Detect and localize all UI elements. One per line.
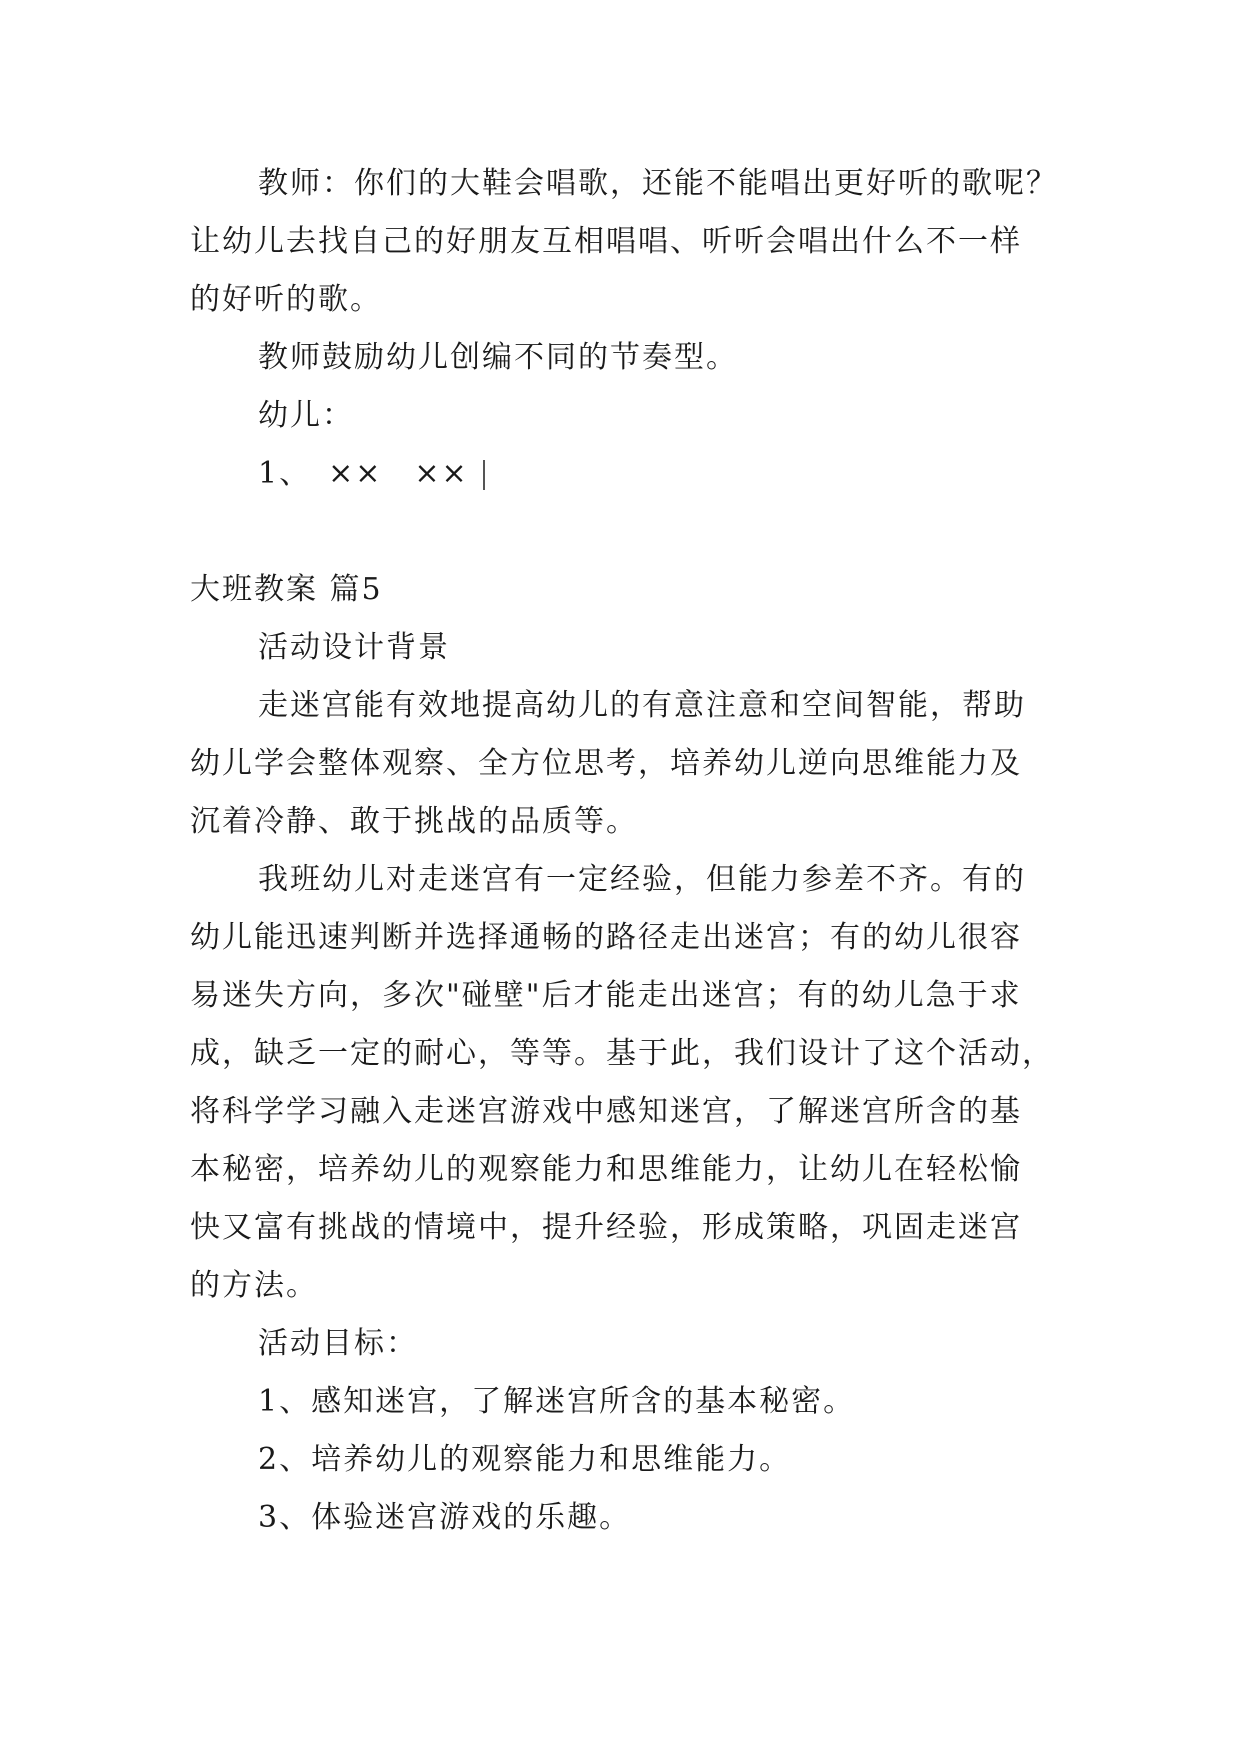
paragraph-line: 沉着冷静、敢于挑战的品质等。 [190, 804, 638, 839]
paragraph-line: 幼儿能迅速判断并选择通畅的路径走出迷宫；有的幼儿很容 [190, 920, 1022, 955]
paragraph-line: 幼儿学会整体观察、全方位思考，培养幼儿逆向思维能力及 [190, 746, 1022, 781]
subheading: 活动目标： [258, 1326, 418, 1361]
list-item: 1、感知迷宫，了解迷宫所含的基本秘密。 [258, 1384, 856, 1419]
paragraph-line: 易迷失方向，多次"碰壁"后才能走出迷宫；有的幼儿急于求 [190, 978, 1022, 1013]
paragraph-line: 成，缺乏一定的耐心，等等。基于此，我们设计了这个活动， [190, 1036, 1054, 1071]
paragraph-line: 让幼儿去找自己的好朋友互相唱唱、听听会唱出什么不一样 [190, 224, 1022, 259]
paragraph-line: 的好听的歌。 [190, 282, 382, 317]
subheading: 活动设计背景 [258, 630, 450, 665]
bar-line [483, 460, 485, 490]
section-heading: 大班教案 篇5 [190, 572, 383, 607]
rhythm-pattern: 1、 ×× ×× [258, 456, 469, 491]
paragraph-line: 的方法。 [190, 1268, 318, 1303]
paragraph-line: 我班幼儿对走迷宫有一定经验，但能力参差不齐。有的 [258, 862, 1026, 897]
rhythm-line [258, 454, 485, 494]
paragraph-line: 教师：你们的大鞋会唱歌，还能不能唱出更好听的歌呢？ [258, 166, 1058, 201]
paragraph-line: 幼儿： [258, 398, 354, 433]
list-item: 3、体验迷宫游戏的乐趣。 [258, 1500, 632, 1535]
paragraph-line: 将科学学习融入走迷宫游戏中感知迷宫，了解迷宫所含的基 [190, 1094, 1022, 1129]
paragraph-line: 快又富有挑战的情境中，提升经验，形成策略，巩固走迷宫 [190, 1210, 1022, 1245]
list-item: 2、培养幼儿的观察能力和思维能力。 [258, 1442, 792, 1477]
paragraph-line: 本秘密，培养幼儿的观察能力和思维能力，让幼儿在轻松愉 [190, 1152, 1022, 1187]
paragraph-line: 走迷宫能有效地提高幼儿的有意注意和空间智能，帮助 [258, 688, 1026, 723]
paragraph-line: 教师鼓励幼儿创编不同的节奏型。 [258, 340, 738, 375]
